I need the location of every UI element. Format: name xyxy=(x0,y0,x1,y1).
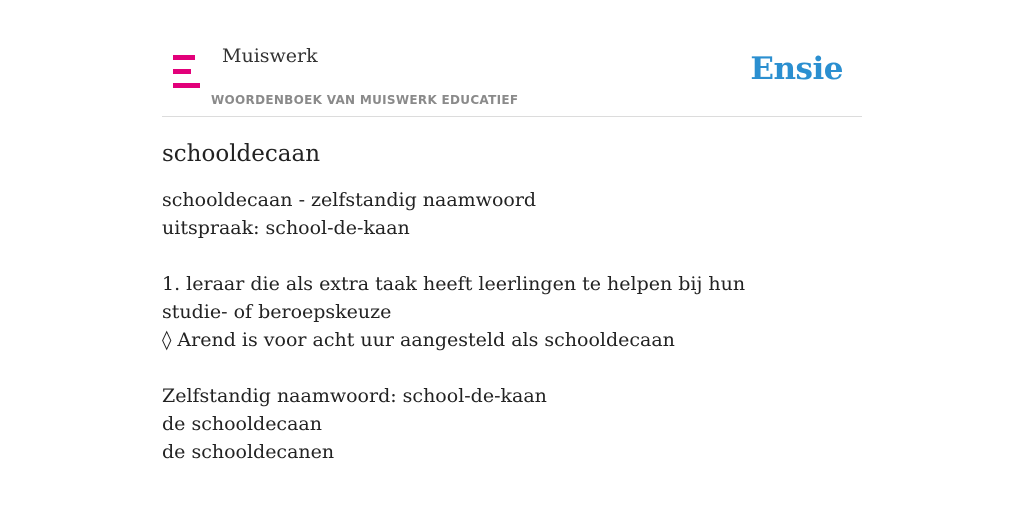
entry-content xyxy=(162,136,862,466)
entry-body xyxy=(162,186,862,466)
definition: 1. leraar die als extra taak heeft leerlingen te helpen bij hun studie- of beroepskeuze xyxy=(162,273,746,323)
example-sentence: ◊ Arend is voor acht uur aangesteld als schooldecaan xyxy=(162,329,675,351)
spacer xyxy=(162,354,862,382)
singular-form: de schooldecaan xyxy=(162,413,322,435)
publisher-name[interactable]: Muiswerk xyxy=(222,45,318,67)
dictionary-name: WOORDENBOEK VAN MUISWERK EDUCATIEF xyxy=(211,93,519,107)
pronunciation: uitspraak: school-de-kaan xyxy=(162,217,410,239)
ensie-logo[interactable]: Ensie xyxy=(750,51,843,87)
spacer xyxy=(162,242,862,270)
entry-headline: schooldecaan - zelfstandig naamwoord xyxy=(162,189,537,211)
plural-form: de schooldecanen xyxy=(162,441,335,463)
muiswerk-logo-icon[interactable] xyxy=(173,55,200,88)
site-header xyxy=(162,0,862,117)
grammar-info: Zelfstandig naamwoord: school-de-kaan xyxy=(162,385,547,407)
page-title: schooldecaan xyxy=(162,141,321,167)
